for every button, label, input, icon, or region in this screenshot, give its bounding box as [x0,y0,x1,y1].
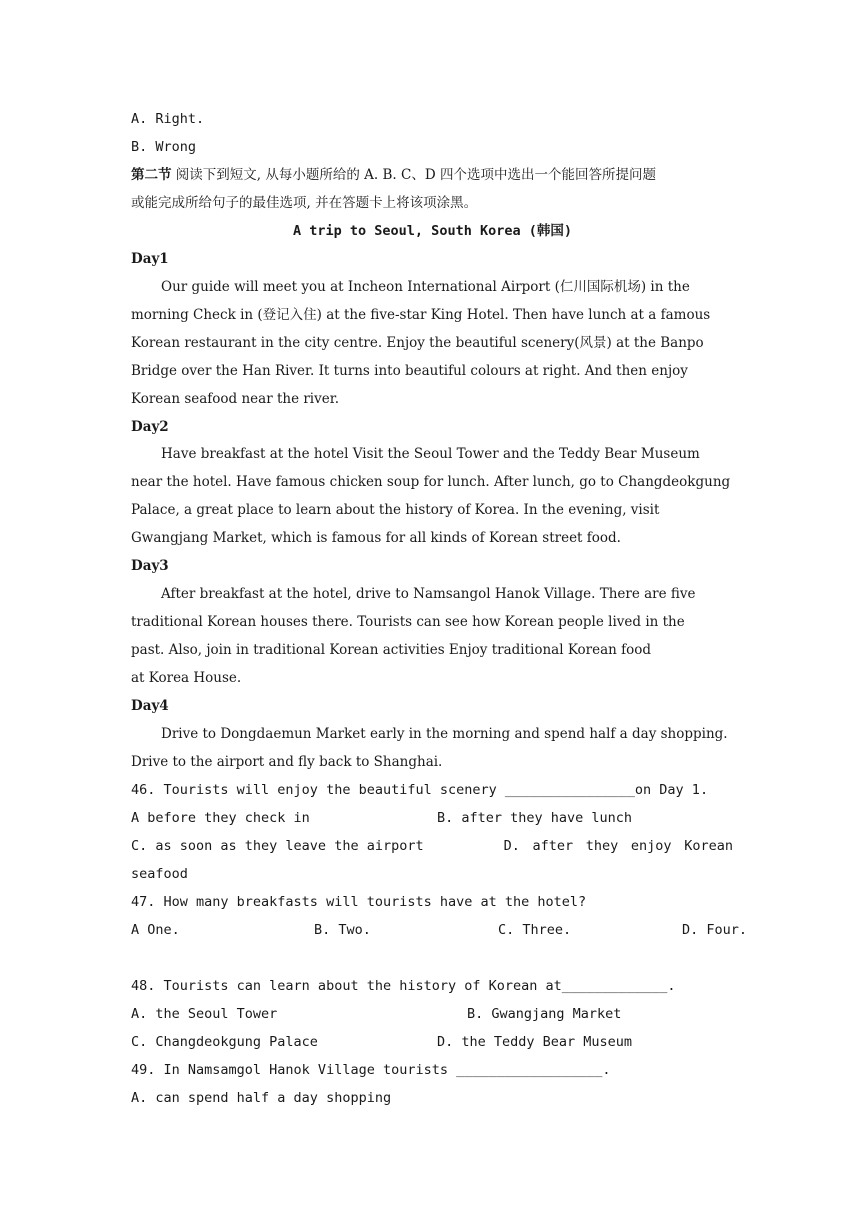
q46-option-d-word-1: after [532,838,574,854]
section-instruction-line-1 [131,165,656,185]
q46-option-d-word-4: Korean [684,838,733,854]
q47-option-c: C. Three. [498,922,572,938]
q49-option-a: A. can spend half a day shopping [131,1090,392,1106]
q47-option-a: A One. [131,922,180,938]
day3-line-3: past. Also, join in traditional Korean activities Enjoy traditional Korean food [131,642,652,658]
day1-line-2: morning Check in (登记入住) at the five-star King Hotel. Then have lunch at a famous [131,307,711,323]
day1-line-4: Bridge over the Han River. It turns into beautiful colours at right. And then enjoy [131,363,688,379]
q48-option-a: A. the Seoul Tower [131,1006,278,1022]
q46-stem: 46. Tourists will enjoy the beautiful scenery ________________on Day 1. [131,782,709,798]
q49-stem: 49. In Namsamgol Hanok Village tourists __________________. [131,1062,611,1078]
day2-line-3: Palace, a great place to learn about the history of Korea. In the evening, visit [131,502,660,518]
day1-line-5: Korean seafood near the river. [131,391,340,407]
section-instruction-text-1: 阅读下到短文, 从每小题所给的 A. B. C、D 四个选项中选出一个能回答所提问题 [175,167,656,183]
q47-stem: 47. How many breakfasts will tourists have at the hotel? [131,894,587,910]
prev-option-a: A. Right. [131,111,205,127]
day3-line-2: traditional Korean houses there. Tourists can see how Korean people lived in the [131,614,685,630]
day4-line-1: Drive to Dongdaemun Market early in the morning and spend half a day shopping. [161,726,728,742]
q48-stem: 48. Tourists can learn about the history of Korean at_____________. [131,978,676,994]
q46-option-c: C. as soon as they leave the airport [131,838,424,854]
day3-label: Day3 [131,558,169,574]
passage-title: A trip to Seoul, South Korea (韩国) [293,223,572,239]
section-instruction-line-2: 或能完成所给句子的最佳选项, 并在答题卡上将该项涂黑。 [131,195,478,211]
day4-line-2: Drive to the airport and fly back to Shanghai. [131,754,443,770]
prev-option-b: B. Wrong [131,139,197,155]
q46-option-a: A before they check in [131,810,310,826]
day1-line-3: Korean restaurant in the city centre. Enjoy the beautiful scenery(风景) at the Banpo [131,335,704,351]
q46-option-d-tail: seafood [131,866,188,882]
q46-option-b: B. after they have lunch [437,810,633,826]
q48-option-d: D. the Teddy Bear Museum [437,1034,633,1050]
q48-option-b: B. Gwangjang Market [467,1006,622,1022]
day2-line-1: Have breakfast at the hotel Visit the Seoul Tower and the Teddy Bear Museum [161,446,700,462]
day2-line-2: near the hotel. Have famous chicken soup for lunch. After lunch, go to Changdeokgung [131,474,731,490]
day1-line-1: Our guide will meet you at Incheon International Airport (仁川国际机场) in the [161,279,690,295]
q47-option-d: D. Four. [682,922,748,938]
day4-label: Day4 [131,698,169,714]
day3-line-1: After breakfast at the hotel, drive to Namsangol Hanok Village. There are five [161,586,696,602]
section-label: 第二节 [131,167,172,183]
day2-label: Day2 [131,419,169,435]
day2-line-4: Gwangjang Market, which is famous for all kinds of Korean street food. [131,530,621,546]
q46-option-d-word-2: they [585,838,619,854]
day3-line-4: at Korea House. [131,670,242,686]
q47-option-b: B. Two. [314,922,371,938]
q46-option-d-word-3: enjoy [630,838,672,854]
q46-option-cd-row [131,836,733,856]
day1-label: Day1 [131,251,169,267]
q48-option-c: C. Changdeokgung Palace [131,1034,318,1050]
q46-option-d-letter: D. [503,838,520,854]
